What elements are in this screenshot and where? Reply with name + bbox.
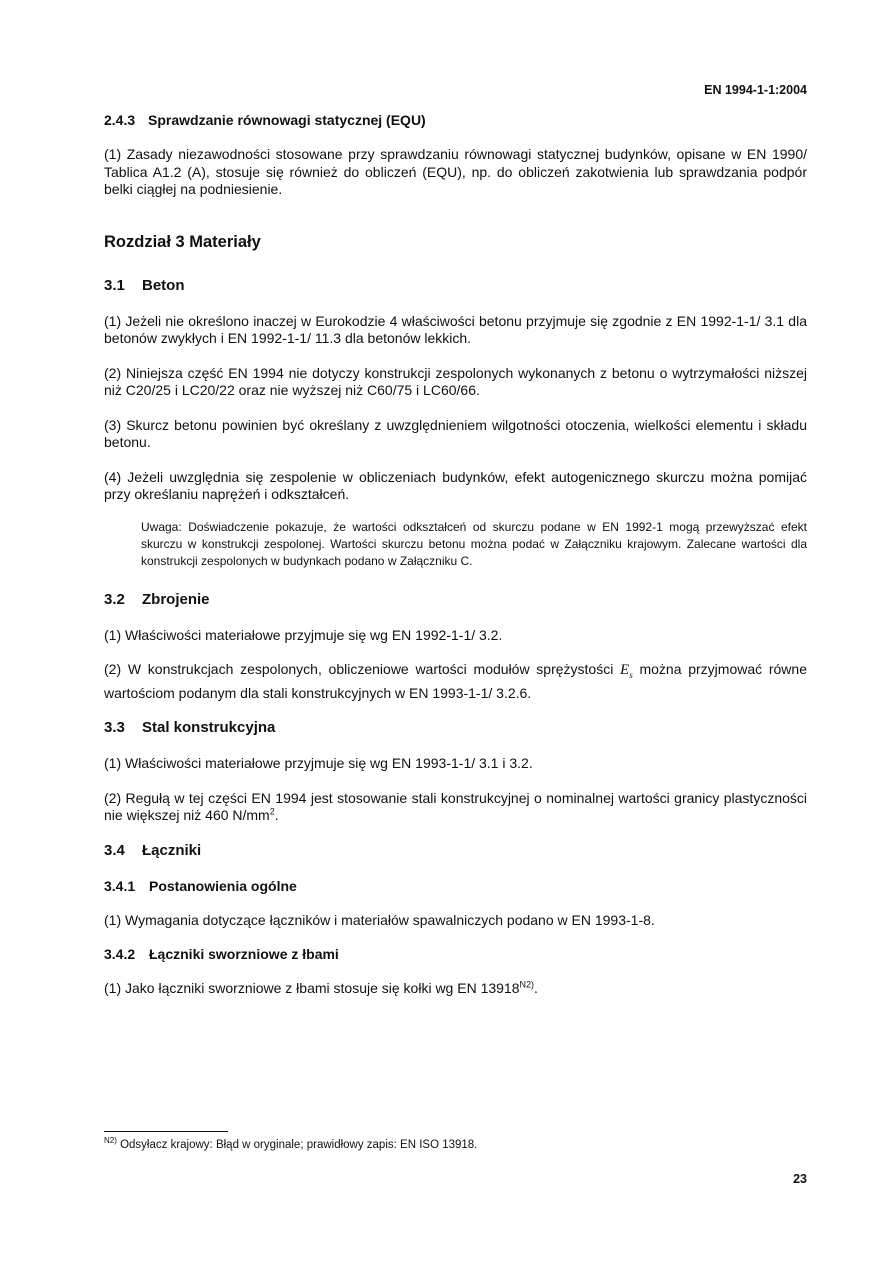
footnote-reference[interactable]: N2) [519,979,535,990]
footnote-marker: N2) [104,1136,117,1146]
modulus-symbol [620,662,633,678]
footnote-divider [104,1131,228,1132]
section-heading-2-4-3 [104,112,807,128]
page-number: 23 [793,1172,807,1186]
section-title: Beton [142,276,185,294]
paragraph-3-2-2 [104,661,807,702]
section-number: 3.3 [104,719,125,736]
section-number: 3.2 [104,590,125,608]
standard-header: EN 1994-1-1:2004 [704,83,807,97]
paragraph-text-before: (2) W konstrukcjach zespolonych, obliczeniowe wartości modułów sprężystości [104,661,621,677]
footnote-text: Odsyłacz krajowy: Błąd w oryginale; prawidłowy zapis: EN ISO 13918. [116,1139,478,1151]
paragraph-end: . [534,980,538,996]
section-heading-3-1 [104,277,807,294]
section-number: 3.1 [104,276,125,294]
paragraph-text: (1) Jako łączniki sworzniowe z łbami stosuje się kołki wg EN 13918 [104,980,520,996]
footnote [104,1136,478,1151]
paragraph-text-after: można przyjmować równe wartościom podanym dla stali konstrukcyjnych w EN 1993-1-1/ 3.2.6. [104,661,807,701]
paragraph-3-1-2: (2) Niniejsza część EN 1994 nie dotyczy konstrukcji zespolonych wykonanych z betonu o wytrzymałości niższej niż C20/25 i LC20/22 oraz nie wyższej niż C60/75 i LC60/66. [104,364,807,398]
superscript-2: 2 [269,806,275,817]
page-content [104,112,807,1015]
paragraph-3-4-1-1: (1) Wymagania dotyczące łączników i materiałów spawalniczych podano w EN 1993-1-8. [104,911,655,928]
section-title: Zbrojenie [142,590,210,608]
section-heading-3-2 [104,591,807,608]
paragraph-3-2-1: (1) Właściwości materiałowe przyjmuje się wg EN 1992-1-1/ 3.2. [104,626,503,643]
section-title: Stal konstrukcyjna [142,719,276,736]
paragraph-end: . [274,807,279,823]
subsection-heading-3-4-2 [104,946,807,962]
paragraph-2-4-3-1: (1) Zasady niezawodności stosowane przy sprawdzaniu równowagi statycznej budynków, opisane w EN 1990/ Tablica A1.2 (A), stosuje się również do obliczeń (EQU), np. do obliczeń zakotwienia lub sprawdzania podpór belki ciągłej na podniesienie. [104,146,807,197]
paragraph-text: (2) Regułą w tej części EN 1994 jest stosowanie stali konstrukcyjnej o nominalnej wartości granicy plastyczności nie większej niż 460 N/mm [104,789,807,823]
subsection-number: 3.4.1 [104,877,136,894]
section-heading-3-4 [104,842,807,859]
subsection-heading-3-4-1 [104,878,807,894]
symbol-e: E [620,662,630,678]
chapter-title: Rozdział 3 Materiały [104,232,261,251]
symbol-subscript: s [629,670,633,680]
paragraph-3-3-2 [104,790,807,825]
section-number: 2.4.3 [104,112,136,128]
paragraph-3-3-1: (1) Właściwości materiałowe przyjmuje się wg EN 1993-1-1/ 3.1 i 3.2. [104,755,533,771]
subsection-title: Postanowienia ogólne [149,877,297,894]
paragraph-3-1-1: (1) Jeżeli nie określono inaczej w Eurokodzie 4 właściwości betonu przyjmuje się zgodnie z EN 1992-1-1/ 3.1 dla betonów zwykłych i EN 1992-1-1/ 11.3 dla betonów lekkich. [104,312,807,346]
paragraph-3-1-3: (3) Skurcz betonu powinien być określany z uwzględnieniem wilgotności otoczenia, wielkości elementu i składu betonu. [104,416,807,450]
subsection-number: 3.4.2 [104,946,136,962]
note-3-1: Uwaga: Doświadczenie pokazuje, że wartości odkształceń od skurczu podane w EN 1992-1 mogą przewyższać efekt skurczu w konstrukcji zespolonej. Wartości skurczu betonu można podać w Załączniku krajowym. Zalecane wartości dla konstrukcji zespolonych w budynkach podano w Załączniku C. [141,519,807,568]
section-title: Sprawdzanie równowagi statycznej (EQU) [148,112,426,128]
section-number: 3.4 [104,841,125,859]
paragraph-3-1-4: (4) Jeżeli uwzględnia się zespolenie w obliczeniach budynków, efekt autogenicznego skurczu można pomijać przy określaniu naprężeń i odkształceń. [104,468,807,502]
section-heading-3-3 [104,719,807,736]
subsection-title: Łączniki sworzniowe z łbami [149,946,339,962]
paragraph-3-4-2-1 [104,980,807,998]
section-title: Łączniki [142,841,202,859]
